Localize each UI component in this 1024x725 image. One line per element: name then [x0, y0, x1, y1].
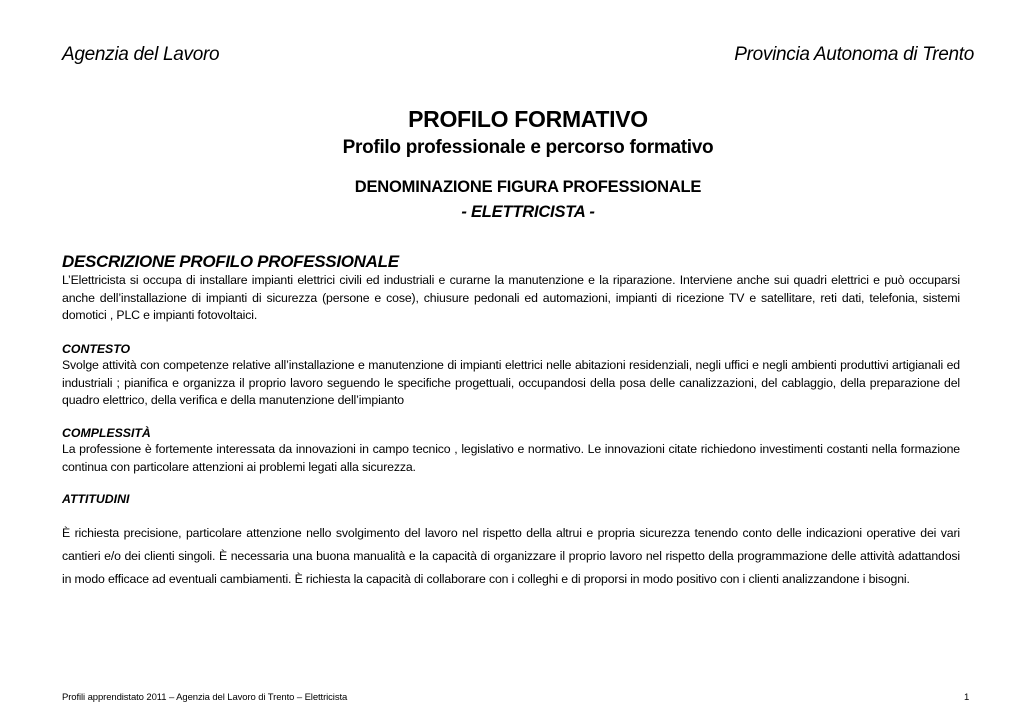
contesto-heading: CONTESTO — [62, 342, 131, 356]
complessita-text: La professione è fortemente interessata da innovazioni in campo tecnico , legislativo e normativo. Le innovazioni citate richiedono investimenti costanti nella formazione continua con particolare attenzioni ai problemi legati alla sicurezza. — [62, 442, 960, 474]
figure-name: - ELETTRICISTA - — [461, 203, 595, 221]
header-agency: Agenzia del Lavoro — [62, 44, 220, 65]
figure-heading: DENOMINAZIONE FIGURA PROFESSIONALE — [354, 178, 702, 196]
document-subtitle: Profilo professionale e percorso formativo — [342, 137, 714, 158]
page-number: 1 — [964, 692, 970, 703]
attitudini-text: È richiesta precisione, particolare attenzione nello svolgimento del lavoro nel rispetto della altrui e propria sicurezza tenendo conto delle indicazioni operative dei vari cantieri e/o dei clienti singoli. È necessaria una buona manualità e la capacità di organizzare il proprio lavoro nel rispetto della programmazione delle attività adattandosi in modo efficace ad eventuali cambiamenti. È richiesta la capacità di collaborare con i colleghi e di proporsi in modo positivo con i clienti analizzandone i bisogni. — [62, 526, 960, 586]
contesto-text: Svolge attività con competenze relative all’installazione e manutenzione di impianti elettrici nelle abitazioni residenziali, negli uffici e negli ambienti produttivi artigianali ed industriali ; pianifica e organizza il proprio lavoro seguendo le specifiche progettuali, occupandosi della posa delle canalizzazioni, del cablaggio, della preparazione del quadro elettrico, della verifica e della manutenzione dell’impianto — [62, 358, 960, 407]
complessita-heading: COMPLESSITÀ — [62, 426, 151, 440]
footer-text: Profili apprendistato 2011 – Agenzia del Lavoro di Trento – Elettricista — [62, 692, 348, 703]
attitudini-heading: ATTITUDINI — [62, 492, 130, 506]
header-province: Provincia Autonoma di Trento — [734, 44, 974, 65]
profile-description: L’Elettricista si occupa di installare impianti elettrici civili ed industriali e curarne la manutenzione e la riparazione. Interviene anche sui quadri elettrici e può occuparsi anche dell’installazione di impianti di sicurezza (persone e cose), chiusure pedonali ed automazioni, impianti di ricezione TV e satellitare, reti dati, telefonia, sistemi domotici , PLC e impianti fotovoltaici. — [62, 273, 960, 322]
document-title: PROFILO FORMATIVO — [408, 106, 648, 132]
section-title: DESCRIZIONE PROFILO PROFESSIONALE — [62, 252, 399, 271]
